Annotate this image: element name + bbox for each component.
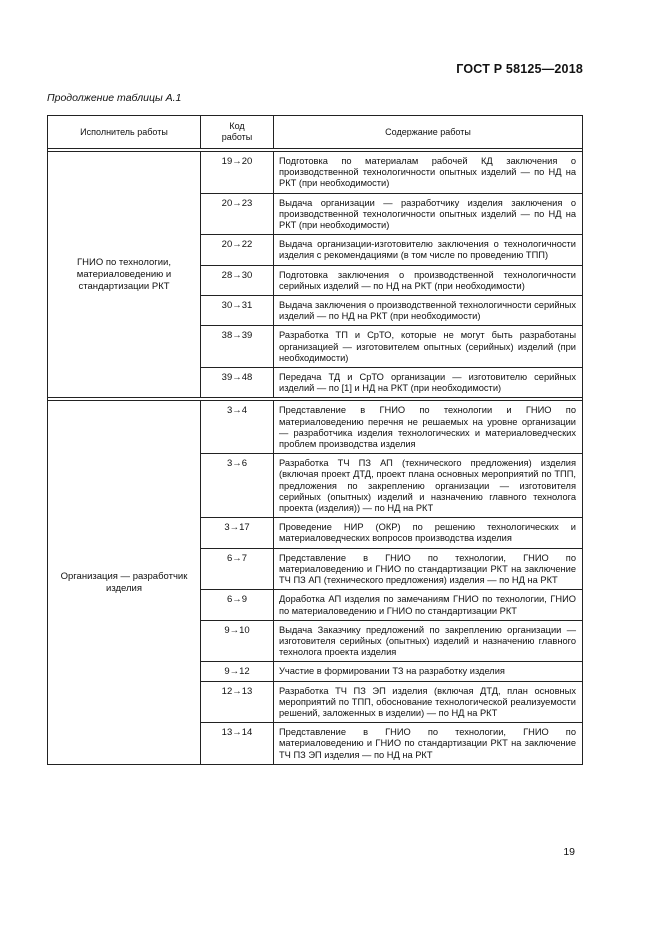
code-cell: 9→12 [201, 662, 274, 681]
code-cell: 6→7 [201, 548, 274, 590]
content-cell: Представление в ГНИО по технологии, ГНИО по материаловедению и ГНИО по стандартизации РКТ на заключение ТЧ ПЗ ЭП изделия — по НД на РКТ [274, 723, 583, 765]
content-cell: Разработка ТЧ ПЗ ЭП изделия (включая ДТД, план основных мероприятий по ТПП, обоснование технологической реализуемости решений, заложенных в изделии) — по НД на РКТ [274, 681, 583, 723]
table-row [48, 152, 583, 194]
content-cell: Выдача организации-изготовителю заключения о технологичности изделия с рекомендациями (в том числе по проведению ТПП) [274, 235, 583, 265]
performer-cell: ГНИО по технологии, материаловедению и стандартизации РКТ [48, 152, 201, 398]
content-cell: Передача ТД и СрТО организации — изготовителю серийных изделий — по [1] и НД на РКТ (при необходимости) [274, 368, 583, 398]
code-cell: 30→31 [201, 296, 274, 326]
code-cell: 6→9 [201, 590, 274, 620]
content-cell: Представление в ГНИО по технологии и ГНИО по материаловедению перечня не решаемых на уровне организации — разработчика изделия технологических и материаловедческих проблем производства изделия [274, 401, 583, 454]
code-cell: 3→17 [201, 518, 274, 548]
content-cell: Проведение НИР (ОКР) по решению технологических и материаловедческих вопросов производства изделия [274, 518, 583, 548]
code-cell: 28→30 [201, 265, 274, 295]
code-cell: 20→22 [201, 235, 274, 265]
code-cell: 38→39 [201, 326, 274, 368]
code-cell: 3→4 [201, 401, 274, 454]
code-cell: 9→10 [201, 620, 274, 662]
code-cell: 19→20 [201, 152, 274, 194]
content-cell: Представление в ГНИО по технологии, ГНИО по материаловедению и ГНИО по стандартизации РКТ на заключение ТЧ ПЗ АП (технического предложения) изделия — по НД на РКТ [274, 548, 583, 590]
performer-cell: Организация — разработчик изделия [48, 401, 201, 764]
page-number: 19 [563, 846, 575, 858]
content-cell: Выдача Заказчику предложений по закреплению организации — изготовителя серийных (опытных) изделий и назначению главного технолога проекта изделия [274, 620, 583, 662]
code-cell: 13→14 [201, 723, 274, 765]
content-cell: Выдача организации — разработчику изделия заключения о производственной технологичности опытных изделий — по НД на РКТ (при необходимости) [274, 193, 583, 235]
content-cell: Подготовка заключения о производственной технологичности серийных изделий — по НД на РКТ (при необходимости) [274, 265, 583, 295]
code-cell: 39→48 [201, 368, 274, 398]
content-cell: Выдача заключения о производственной технологичности серийных изделий — по НД на РКТ (при необходимости) [274, 296, 583, 326]
header-content: Содержание работы [274, 116, 583, 149]
header-performer: Исполнитель работы [48, 116, 201, 149]
header-code [201, 116, 274, 149]
content-cell: Доработка АП изделия по замечаниям ГНИО по технологии, ГНИО по материаловедению и ГНИО по стандартизации РКТ [274, 590, 583, 620]
content-cell: Участие в формировании ТЗ на разработку изделия [274, 662, 583, 681]
content-cell: Подготовка по материалам рабочей КД заключения о производственной технологичности опытных изделий — по НД на РКТ (при необходимости) [274, 152, 583, 194]
code-cell: 12→13 [201, 681, 274, 723]
table-header-row [48, 116, 583, 149]
content-cell: Разработка ТП и СрТО, которые не могут быть разработаны организацией — изготовителем опытных (серийных) изделий (при необходимости) [274, 326, 583, 368]
content-cell: Разработка ТЧ ПЗ АП (технического предложения) изделия (включая проект ДТД, проект плана основных мероприятий по ТПП, предложения по закреплению организации — изготовителя серийных (опытных) изделий и назначению главного технолога проекта (изделия)) — по НД на РКТ [274, 454, 583, 518]
code-cell: 3→6 [201, 454, 274, 518]
table-caption: Продолжение таблицы А.1 [47, 92, 182, 104]
table-row [48, 401, 583, 454]
table-body [48, 152, 583, 765]
code-cell: 20→23 [201, 193, 274, 235]
standard-designation: ГОСТ Р 58125—2018 [456, 62, 583, 76]
header-code-label: Код работы [221, 121, 253, 142]
work-table [47, 115, 583, 765]
